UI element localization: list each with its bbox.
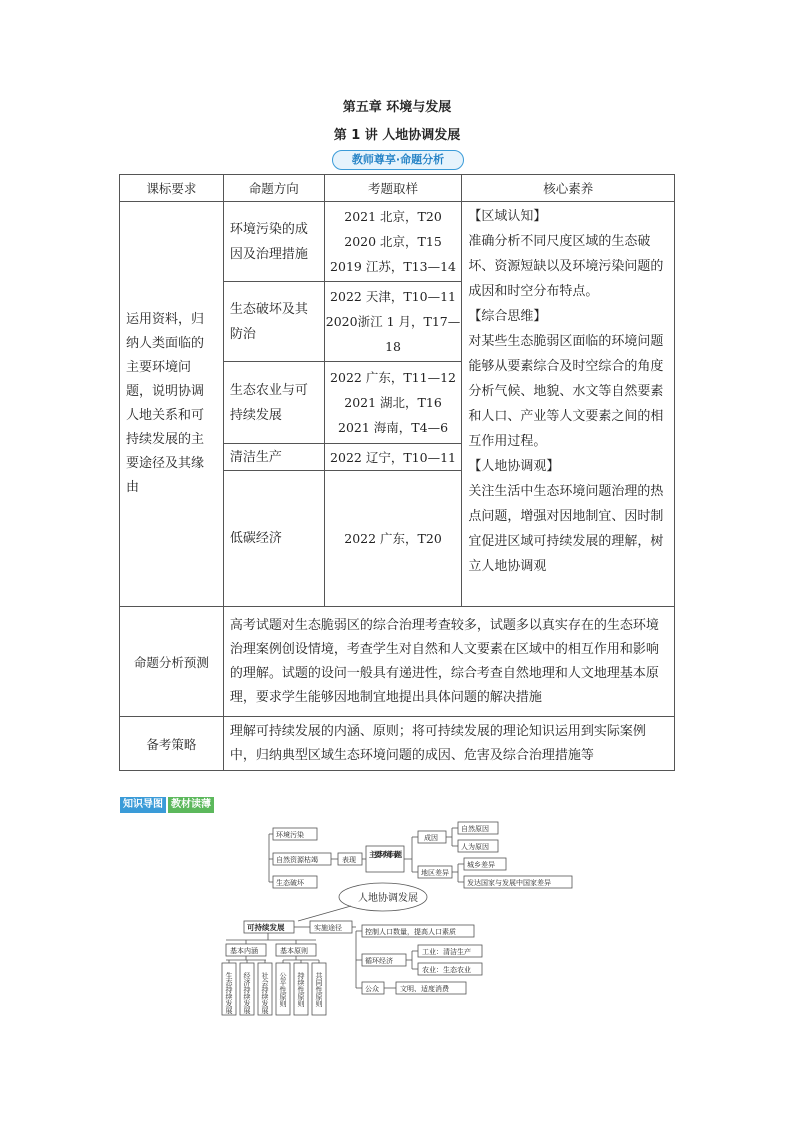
exam-item: 2022 广东，T11—12 — [330, 370, 456, 385]
exams-5 — [324, 471, 462, 607]
mindmap-circular: 农业：生态农业 — [422, 966, 471, 974]
mindmap-content: 生态持续发展 — [225, 972, 233, 1014]
header-exams: 考题取样 — [324, 175, 462, 202]
exam-item: 2022 天津，T10—11 — [330, 289, 456, 304]
mindmap-circular: 工业：清洁生产 — [422, 948, 471, 956]
prediction-text: 高考试题对生态脆弱区的综合治理考查较多，试题多以真实存在的生态环境治理案例创设情境，考查学生对自然和人文要素在区域中的相互作用和影响的理解。试题的设问一般具有递进性，综合考查自然地理和人文地理基本原理，要求学生能够因地制宜地提出具体问题的解决措施 — [223, 607, 674, 717]
mindmap-problem: 自然资源枯竭 — [276, 856, 318, 864]
mindmap-sd: 可持续发展 — [247, 923, 285, 932]
section-tags — [120, 797, 216, 813]
mindmap-basic-principle: 基本原则 — [280, 947, 308, 955]
mindmap-diff: 发达国家与发展中国家差异 — [467, 879, 551, 887]
mindmap-center: 人地协调发展 — [358, 893, 418, 904]
mindmap-path: 公众 — [365, 985, 379, 993]
core-literacy-cell — [462, 202, 675, 607]
exam-item: 2021 海南，T4—6 — [338, 420, 449, 435]
exam-item: 2022 广东，T20 — [344, 531, 442, 546]
header-core: 核心素养 — [462, 175, 675, 202]
direction-4: 清洁生产 — [223, 444, 324, 471]
direction-2: 生态破坏及其防治 — [223, 282, 324, 362]
section-badge: 教师尊享·命题分析 — [332, 150, 464, 170]
tag-textbook: 教材读薄 — [168, 797, 214, 813]
core-heading: 【人地协调观】 — [468, 459, 560, 474]
header-requirement: 课标要求 — [120, 175, 224, 202]
exam-item: 2021 湖北，T16 — [344, 395, 442, 410]
lesson-title: 第 1 讲 人地协调发展 — [333, 128, 461, 143]
exam-item: 2022 辽宁，T10—11 — [330, 449, 456, 465]
mindmap-principle: 共同性原则 — [315, 972, 323, 1007]
mindmap-manifest: 表现 — [342, 856, 356, 864]
mindmap-diff-label: 地区差异 — [421, 869, 449, 877]
mindmap-content: 经济持续发展 — [243, 972, 251, 1014]
mindmap-path: 循环经济 — [365, 957, 393, 965]
exams-1 — [324, 202, 462, 282]
requirement-cell: 运用资料，归纳人类面临的主要环境问题，说明协调人地关系和可持续发展的主要途径及其缘由 — [120, 202, 224, 607]
mindmap-diff: 城乡差异 — [467, 861, 495, 869]
core-heading: 【区域认知】 — [468, 209, 547, 224]
mindmap-public: 文明、适度消费 — [400, 985, 449, 993]
prediction-label: 命题分析预测 — [120, 607, 224, 717]
direction-1: 环境污染的成因及治理措施 — [223, 202, 324, 282]
mindmap-cause: 自然原因 — [461, 825, 489, 833]
header-direction: 命题方向 — [223, 175, 324, 202]
exam-item: 2020 北京，T15 — [344, 234, 442, 249]
core-text: 准确分析不同尺度区域的生态破坏、资源短缺以及环境污染问题的成因和时空分布特点。 — [468, 234, 664, 299]
mindmap-paths-label: 实施途径 — [314, 924, 342, 932]
core-text: 关注生活中生态环境问题治理的热点问题，增强对因地制宜、因时制宜促进区域可持续发展的理解，树立人地协调观 — [468, 484, 664, 574]
chapter-title: 第五章 环境与发展 — [342, 100, 452, 115]
exams-3 — [324, 362, 462, 444]
exam-item: 2019 江苏，T13—14 — [330, 259, 456, 274]
knowledge-mindmap — [218, 820, 578, 1020]
direction-5: 低碳经济 — [223, 471, 324, 607]
strategy-label: 备考策略 — [120, 717, 224, 771]
mindmap-problem: 环境污染 — [276, 831, 304, 839]
analysis-table — [119, 174, 675, 771]
mindmap-main-problem: 主要环境问题 — [369, 850, 402, 859]
mindmap-principle: 持续性原则 — [297, 972, 305, 1007]
tag-knowledge-map: 知识导图 — [120, 797, 166, 813]
exams-4 — [324, 444, 462, 471]
mindmap-causes-label: 成因 — [424, 834, 438, 842]
direction-3: 生态农业与可持续发展 — [223, 362, 324, 444]
core-text: 对某些生态脆弱区面临的环境问题能够从要素综合及时空综合的角度分析气候、地貌、水文等自然要素和人口、产业等人文要素之间的相互作用过程。 — [468, 334, 664, 449]
mindmap-content: 社会持续发展 — [261, 972, 269, 1014]
mindmap-cause: 人为原因 — [461, 843, 489, 851]
exam-item: 2020浙江 1 月，T17—18 — [325, 314, 461, 354]
mindmap-principle: 公平性原则 — [279, 972, 287, 1007]
exams-2 — [324, 282, 462, 362]
mindmap-basic-content: 基本内涵 — [230, 947, 258, 955]
strategy-text: 理解可持续发展的内涵、原则；将可持续发展的理论知识运用到实际案例中，归纳典型区域生态环境问题的成因、危害及综合治理措施等 — [223, 717, 674, 771]
mindmap-problem: 生态破坏 — [276, 879, 304, 887]
exam-item: 2021 北京，T20 — [344, 209, 442, 224]
mindmap-path: 控制人口数量，提高人口素质 — [365, 928, 456, 936]
core-heading: 【综合思维】 — [468, 309, 547, 324]
